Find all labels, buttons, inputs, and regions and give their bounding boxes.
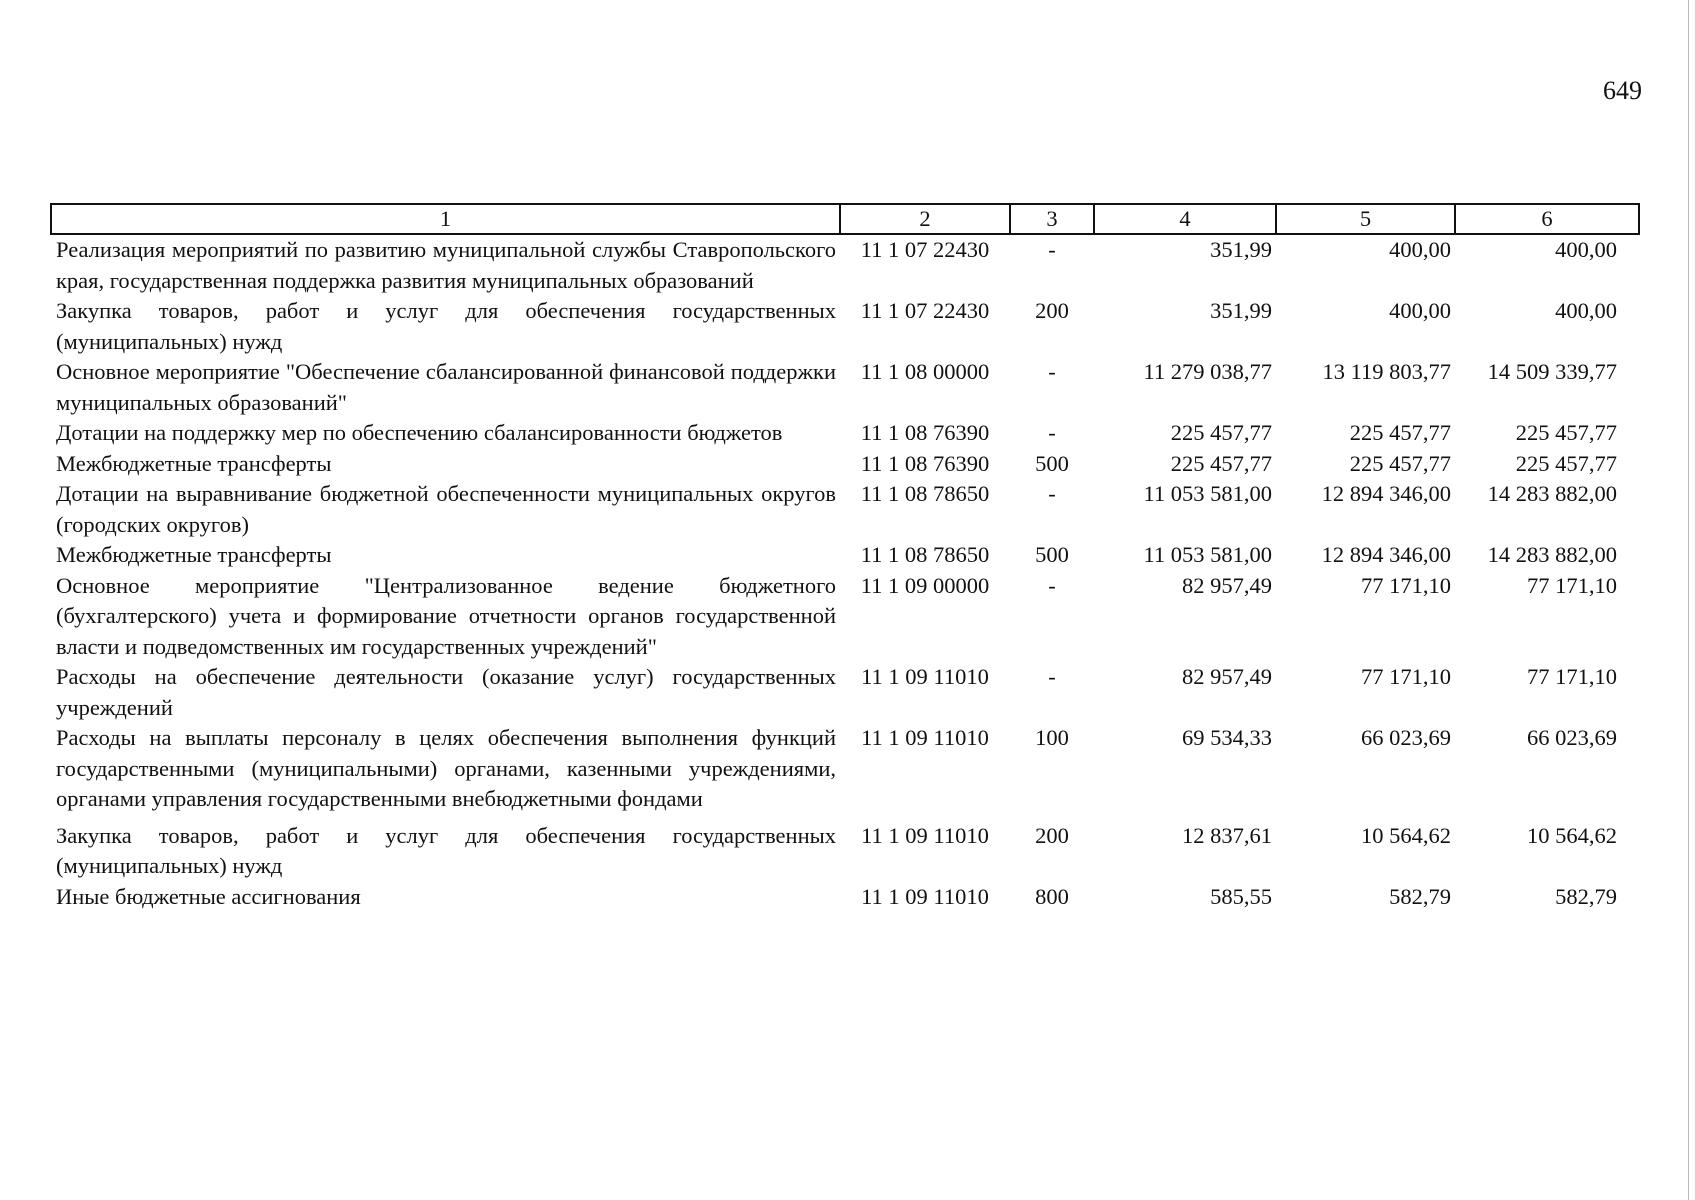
- row-expense-type: -: [1048, 572, 1056, 598]
- row-value-col6: 14 283 882,00: [1487, 481, 1617, 506]
- row-expense-type: 500: [1035, 450, 1069, 476]
- row-value-col5: 77 171,10: [1361, 664, 1451, 689]
- row-name: Межбюджетные трансферты: [56, 450, 332, 476]
- row-value-col4: 82 957,49: [1182, 572, 1272, 598]
- column-header-1: 1: [51, 204, 840, 234]
- row-name: Межбюджетные трансферты: [56, 542, 332, 567]
- row-expense-type: -: [1048, 664, 1056, 689]
- page-number: 649: [1603, 76, 1642, 105]
- row-value-col4: 585,55: [1210, 883, 1272, 909]
- row-value-col4: 351,99: [1210, 237, 1272, 262]
- table-row: [51, 540, 1639, 571]
- row-value-col6: 582,79: [1555, 883, 1617, 909]
- row-name: Иные бюджетные ассигнования: [56, 883, 361, 909]
- row-name: Дотации на поддержку мер по обеспечению сбалансированности бюджетов: [56, 420, 783, 445]
- table-row: [51, 357, 1639, 418]
- table-row: [51, 571, 1639, 663]
- row-code: 11 1 09 11010: [861, 725, 989, 750]
- row-value-col5: 400,00: [1389, 298, 1451, 323]
- row-code: 11 1 09 00000: [860, 572, 990, 598]
- row-value-col5: 77 171,10: [1361, 572, 1451, 598]
- row-expense-type: -: [1048, 420, 1056, 445]
- row-expense-type: -: [1048, 237, 1056, 262]
- column-header-3: 3: [1010, 204, 1094, 234]
- row-value-col6: 400,00: [1555, 237, 1617, 262]
- row-name: Расходы на выплаты персоналу в целях обеспечения выполнения функций государственными (муниципальными) органами, казенными учреждениями, органами управления государственными внебюджетными фондами: [56, 725, 836, 811]
- table-row: [51, 821, 1639, 882]
- row-name: Закупка товаров, работ и услуг для обеспечения государственных (муниципальных) нужд: [56, 822, 836, 878]
- row-code: 11 1 08 00000: [860, 359, 990, 384]
- row-name: Расходы на обеспечение деятельности (оказание услуг) государственных учреждений: [56, 664, 836, 720]
- row-value-col5: 400,00: [1389, 237, 1451, 262]
- row-value-col5: 12 894 346,00: [1321, 481, 1451, 506]
- row-value-col5: 13 119 803,77: [1322, 359, 1451, 384]
- table-row: [51, 662, 1639, 723]
- row-value-col6: 10 564,62: [1527, 822, 1617, 848]
- row-code: 11 1 08 76390: [860, 450, 990, 476]
- row-value-col6: 14 283 882,00: [1487, 542, 1617, 567]
- row-value-col5: 225 457,77: [1349, 420, 1451, 445]
- row-value-col5: 66 023,69: [1361, 725, 1451, 750]
- row-value-col5: 12 894 346,00: [1321, 542, 1451, 567]
- row-value-col4: 225 457,77: [1170, 450, 1272, 476]
- row-value-col6: 77 171,10: [1527, 664, 1617, 689]
- row-value-col4: 11 279 038,77: [1143, 359, 1272, 384]
- column-header-4: 4: [1094, 204, 1276, 234]
- row-value-col6: 77 171,10: [1527, 572, 1617, 598]
- table-row: [51, 418, 1639, 449]
- table-row: [51, 296, 1639, 357]
- row-expense-type: 500: [1035, 542, 1069, 567]
- row-expense-type: 200: [1035, 298, 1069, 323]
- row-code: 11 1 07 22430: [860, 298, 990, 323]
- budget-table: [50, 203, 1640, 912]
- row-code: 11 1 08 76390: [860, 420, 990, 445]
- row-code: 11 1 09 11010: [861, 822, 989, 848]
- row-expense-type: -: [1048, 359, 1056, 384]
- row-value-col4: 69 534,33: [1182, 725, 1272, 750]
- row-expense-type: 800: [1035, 883, 1069, 909]
- table-row: [51, 449, 1639, 480]
- row-name: Основное мероприятие "Централизованное ведение бюджетного (бухгалтерского) учета и формирование отчетности органов государственной власти и подведомственных им государственных учреждений": [56, 572, 836, 659]
- page-edge-line: [1688, 0, 1689, 1200]
- row-code: 11 1 08 78650: [860, 542, 990, 567]
- row-value-col4: 11 053 581,00: [1143, 481, 1272, 506]
- row-code: 11 1 08 78650: [860, 481, 990, 506]
- row-name: Основное мероприятие "Обеспечение сбалансированной финансовой поддержки муниципальных образований": [56, 359, 836, 415]
- row-code: 11 1 09 11010: [861, 664, 989, 689]
- column-header-5: 5: [1276, 204, 1455, 234]
- column-header-6: 6: [1455, 204, 1639, 234]
- row-name: Закупка товаров, работ и услуг для обеспечения государственных (муниципальных) нужд: [56, 298, 836, 354]
- row-value-col4: 225 457,77: [1170, 420, 1272, 445]
- row-code: 11 1 09 11010: [861, 883, 989, 909]
- row-value-col5: 225 457,77: [1349, 450, 1451, 476]
- row-value-col5: 582,79: [1389, 883, 1451, 909]
- row-value-col4: 82 957,49: [1182, 664, 1272, 689]
- row-expense-type: 100: [1035, 725, 1069, 750]
- row-code: 11 1 07 22430: [860, 237, 990, 262]
- table-row: [51, 882, 1639, 913]
- row-expense-type: 200: [1035, 822, 1069, 848]
- row-name: Реализация мероприятий по развитию муниципальной службы Ставропольского края, государственная поддержка развития муниципальных образований: [56, 237, 836, 293]
- table-row: [51, 723, 1639, 821]
- column-header-2: 2: [840, 204, 1010, 234]
- row-value-col6: 225 457,77: [1515, 450, 1617, 476]
- row-name: Дотации на выравнивание бюджетной обеспеченности муниципальных округов (городских округов): [56, 481, 836, 537]
- header-row: [51, 204, 1639, 234]
- row-value-col4: 11 053 581,00: [1143, 542, 1272, 567]
- row-value-col6: 225 457,77: [1515, 420, 1617, 445]
- row-value-col6: 400,00: [1555, 298, 1617, 323]
- table-row: [51, 234, 1639, 296]
- row-expense-type: -: [1048, 481, 1056, 506]
- row-value-col6: 14 509 339,77: [1487, 359, 1617, 384]
- row-value-col4: 351,99: [1210, 298, 1272, 323]
- row-value-col6: 66 023,69: [1527, 725, 1617, 750]
- row-value-col5: 10 564,62: [1361, 822, 1451, 848]
- row-value-col4: 12 837,61: [1182, 822, 1272, 848]
- table-row: [51, 479, 1639, 540]
